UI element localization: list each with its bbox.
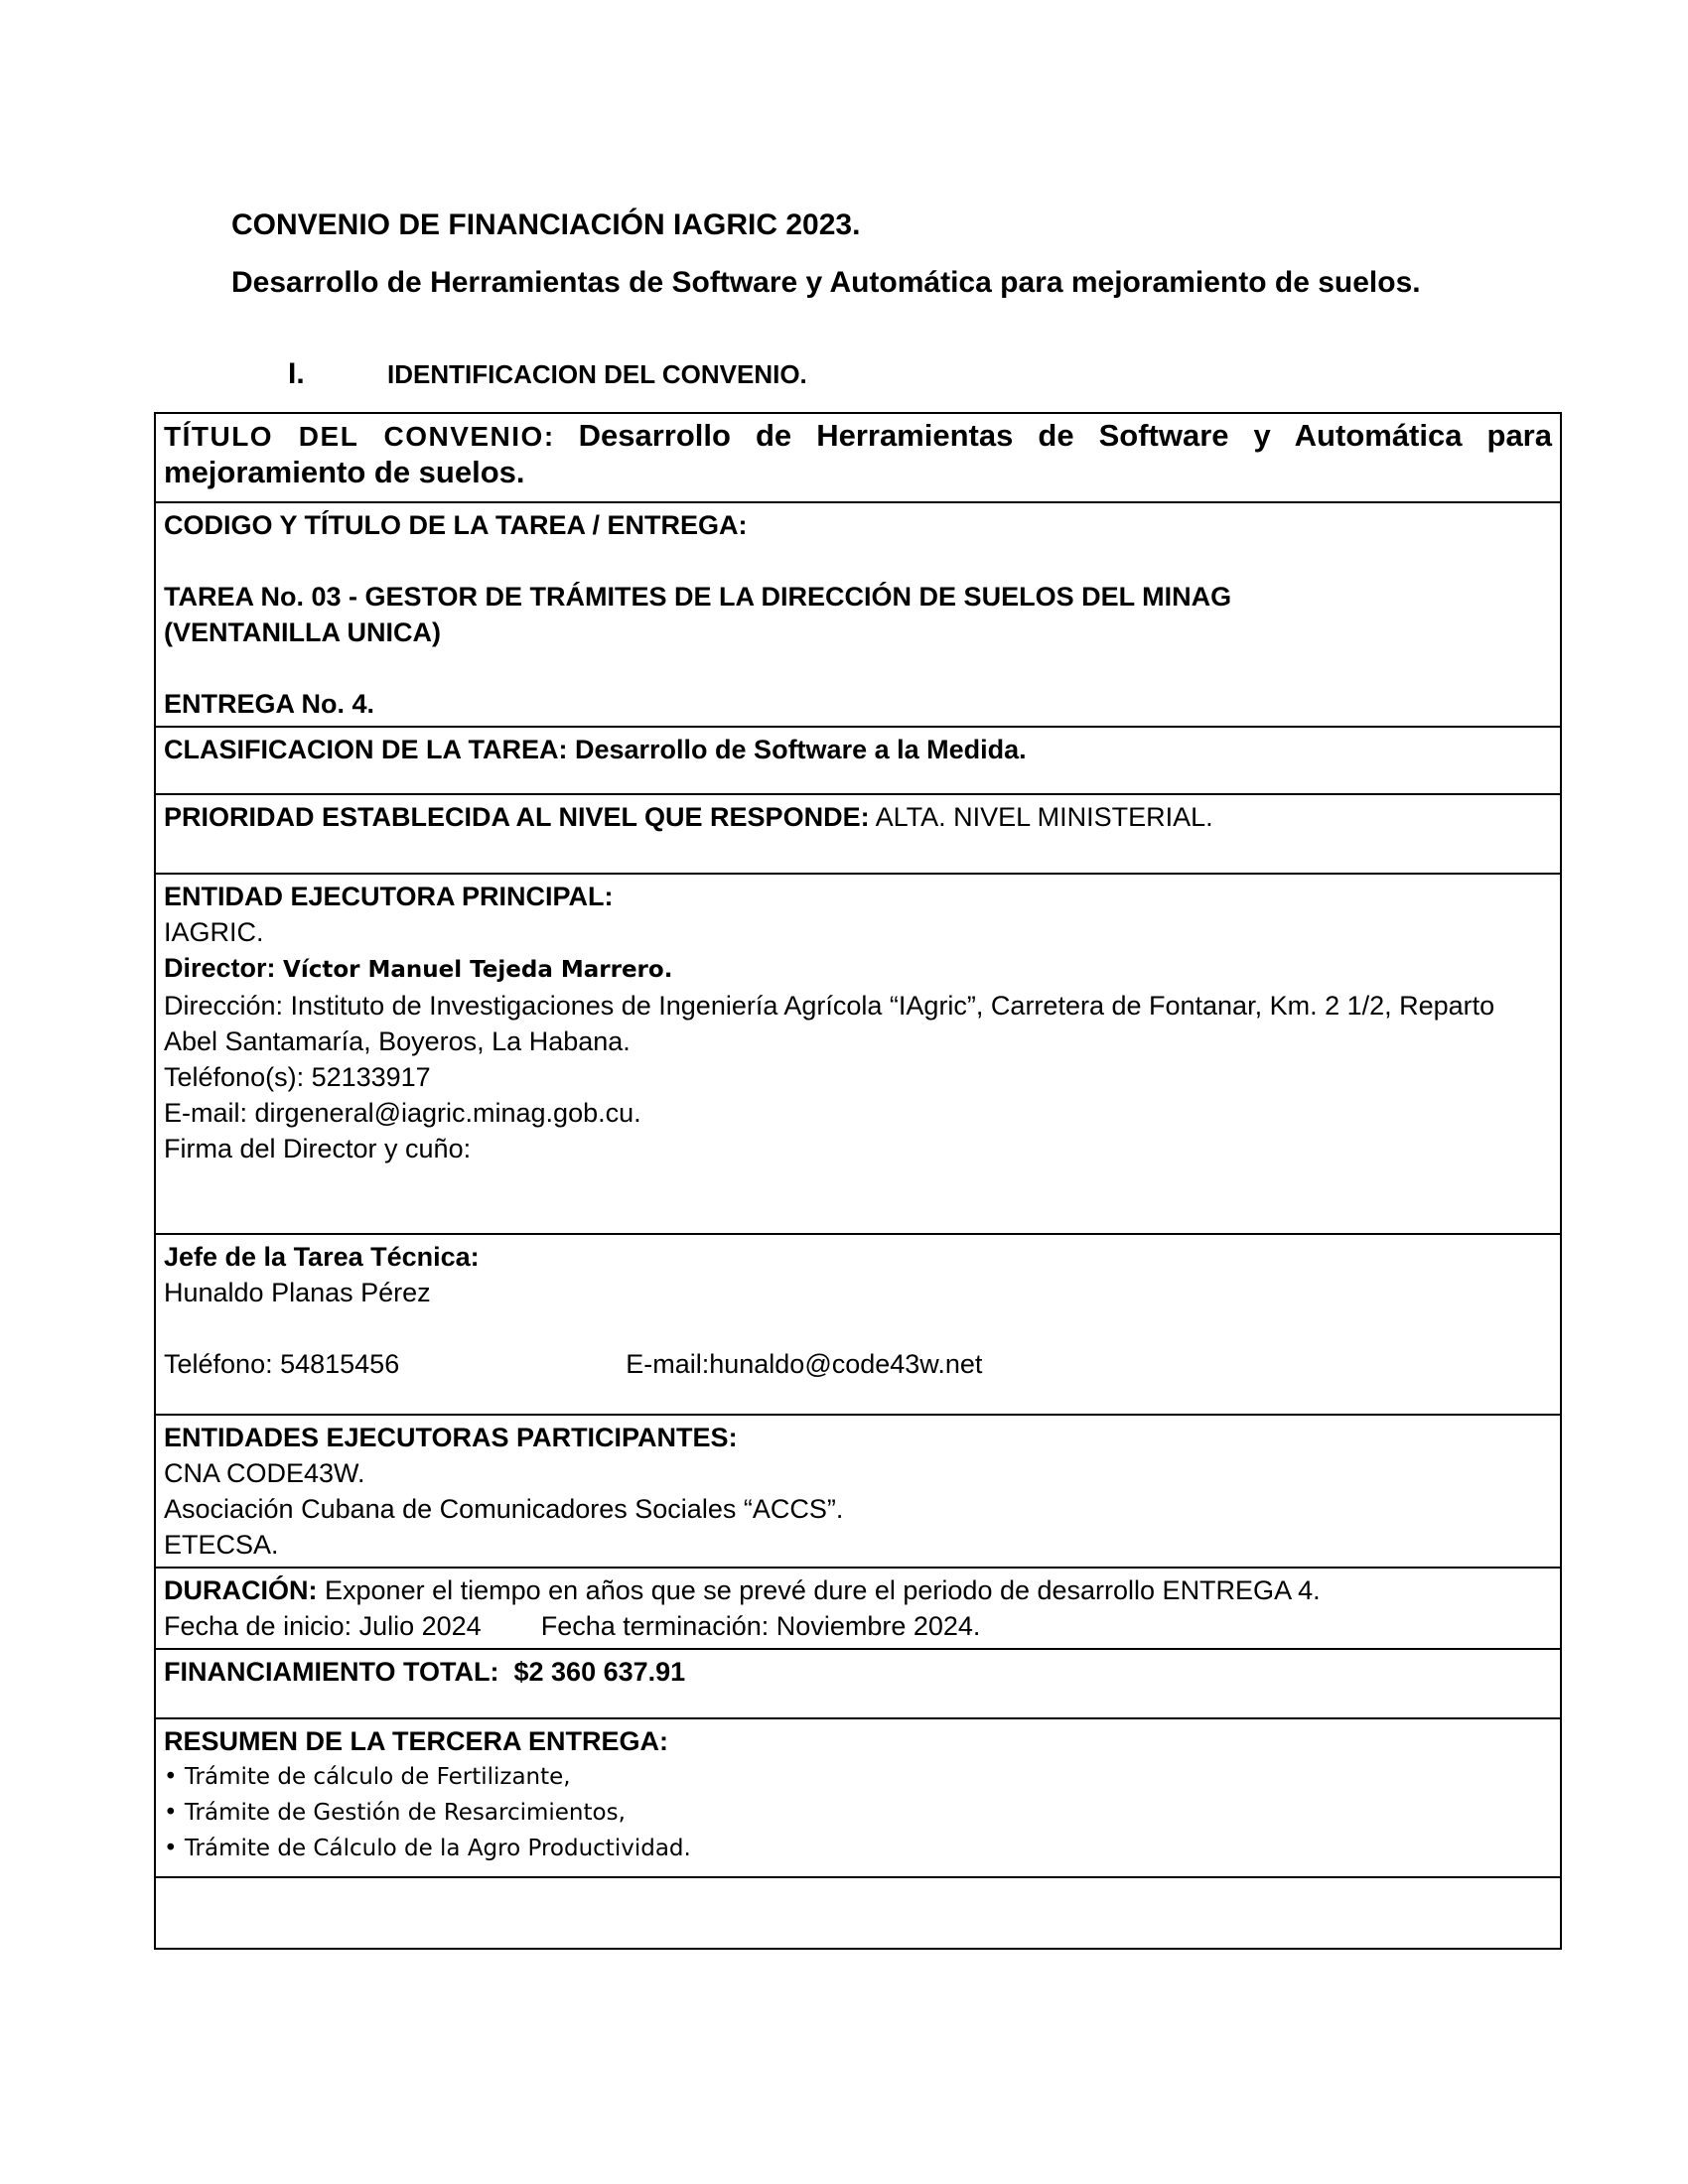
row-duracion [155,1568,1561,1649]
row-titulo [155,413,1561,502]
entidad-name: IAGRIC. [164,917,264,947]
section-number: I. [288,357,305,390]
titulo-value: Desarrollo de Herramientas de Software y Automática para mejoramiento de suelos. [164,418,1552,489]
entidad-firma: Firma del Director y cuño: [164,1134,472,1163]
fecha-inicio: Fecha de inicio: Julio 2024 [164,1611,482,1641]
agreement-table [154,412,1562,1950]
duracion-label: DURACIÓN: [164,1575,318,1605]
document-title: CONVENIO DE FINANCIACIÓN IAGRIC 2023. [231,208,861,241]
resumen-item: • Trámite de Gestión de Resarcimientos, [164,1800,626,1826]
jefe-telefono: Teléfono: 54815456 [164,1349,400,1379]
cell-clasificacion [155,727,1561,794]
director-label: Director: [164,953,276,983]
cell-jefe-tarea [155,1234,1561,1415]
clasificacion-label: CLASIFICACION DE LA TAREA: [164,735,568,764]
duracion-value: Exponer el tiempo en años que se prevé dure el periodo de desarrollo ENTREGA 4. [325,1575,1321,1605]
row-clasificacion [155,727,1561,794]
entidad-label: ENTIDAD EJECUTORA PRINCIPAL: [164,882,614,911]
row-jefe-tarea [155,1234,1561,1415]
resumen-item: • Trámite de cálculo de Fertilizante, [164,1764,571,1790]
row-financiamiento [155,1649,1561,1718]
cell-prioridad [155,794,1561,874]
entidad-email: E-mail: dirgeneral@iagric.minag.gob.cu. [164,1098,641,1128]
fecha-terminacion: Fecha terminación: Noviembre 2024. [540,1611,981,1641]
financiamiento-label: FINANCIAMIENTO TOTAL: [164,1657,499,1687]
director-name: Víctor Manuel Tejeda Marrero. [283,957,673,983]
clasificacion-value: Desarrollo de Software a la Medida. [575,735,1027,764]
row-participantes [155,1415,1561,1568]
entidad-telefono: Teléfono(s): 52133917 [164,1062,431,1092]
resumen-item: • Trámite de Cálculo de la Agro Productividad. [164,1836,691,1861]
row-prioridad [155,794,1561,874]
cell-participantes [155,1415,1561,1568]
participante-item: ETECSA. [164,1530,279,1560]
row-empty [155,1877,1561,1949]
cell-empty [155,1877,1561,1949]
cell-titulo [155,413,1561,502]
cell-duracion [155,1568,1561,1649]
entrega-number: ENTREGA No. 4. [164,689,375,719]
titulo-label: TÍTULO DEL CONVENIO: [164,421,555,452]
row-entidad-principal [155,874,1561,1234]
cell-financiamiento [155,1649,1561,1718]
participantes-label: ENTIDADES EJECUTORAS PARTICIPANTES: [164,1423,738,1452]
section-title: IDENTIFICACION DEL CONVENIO. [387,359,807,389]
document-subtitle: Desarrollo de Herramientas de Software y Automática para mejoramiento de suelos. [231,266,1421,299]
tarea-line2: (VENTANILLA UNICA) [164,617,441,647]
section-heading [288,357,807,391]
cell-entidad-principal [155,874,1561,1234]
cell-codigo [155,502,1561,727]
jefe-label: Jefe de la Tarea Técnica: [164,1242,480,1272]
row-resumen [155,1718,1561,1877]
prioridad-label: PRIORIDAD ESTABLECIDA AL NIVEL QUE RESPONDE: [164,802,870,832]
codigo-label: CODIGO Y TÍTULO DE LA TAREA / ENTREGA: [164,510,748,540]
entidad-direccion: Dirección: Instituto de Investigaciones de Ingeniería Agrícola “IAgric”, Carretera de Fontanar, Km. 2 1/2, Reparto Abel Santamaría, Boyeros, La Habana. [164,991,1495,1056]
participante-item: CNA CODE43W. [164,1458,365,1488]
prioridad-value: ALTA. NIVEL MINISTERIAL. [875,802,1213,832]
participante-item: Asociación Cubana de Comunicadores Sociales “ACCS”. [164,1494,844,1524]
financiamiento-value: $2 360 637.91 [513,1657,686,1687]
cell-resumen [155,1718,1561,1877]
row-codigo [155,502,1561,727]
tarea-line1: TAREA No. 03 - GESTOR DE TRÁMITES DE LA DIRECCIÓN DE SUELOS DEL MINAG [164,582,1232,612]
jefe-name: Hunaldo Planas Pérez [164,1278,431,1307]
resumen-label: RESUMEN DE LA TERCERA ENTREGA: [164,1726,669,1756]
jefe-email: E-mail:hunaldo@code43w.net [626,1349,983,1379]
